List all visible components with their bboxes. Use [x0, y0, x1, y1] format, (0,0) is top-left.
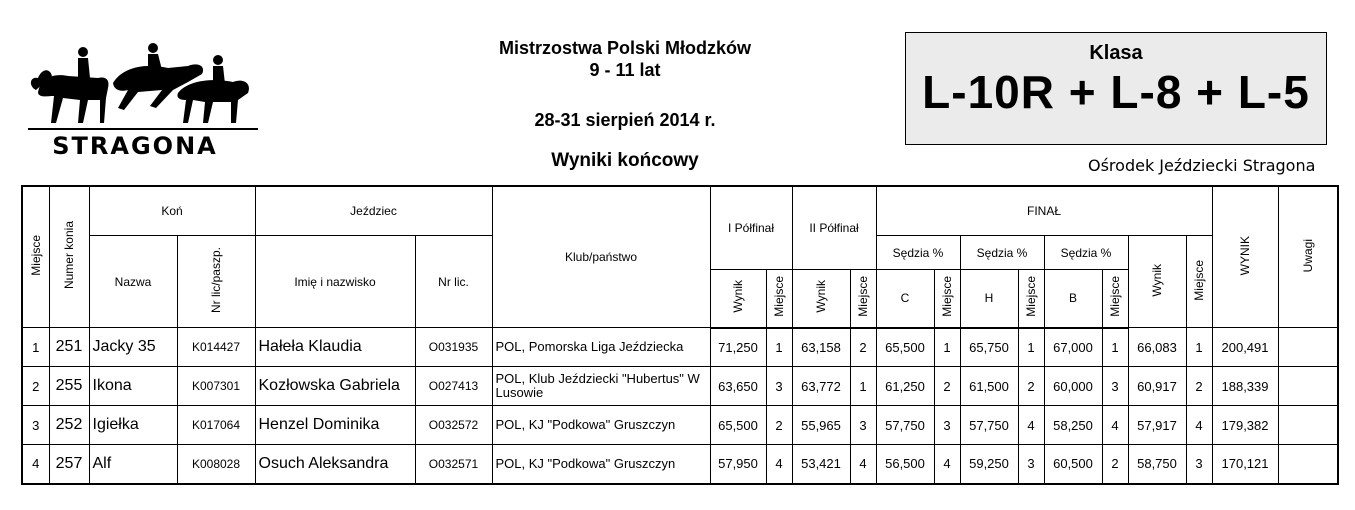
col-group-p2: II Półfinał	[792, 186, 876, 270]
col-wynik-total: WYNIK	[1212, 186, 1278, 328]
col-sedzia-b: Sędzia %	[1044, 236, 1128, 270]
cell-b-pct: 60,500	[1044, 445, 1102, 484]
cell-rider: Hałeła Klaudia	[255, 328, 415, 367]
cell-rider-lic: O027413	[415, 367, 492, 406]
cell-num: 257	[49, 445, 89, 484]
cell-h-place: 3	[1018, 445, 1044, 484]
cell-p1-place: 2	[766, 406, 792, 445]
cell-total: 170,121	[1212, 445, 1278, 484]
cell-p2-score: 53,421	[792, 445, 850, 484]
col-p1-miejsce: Miejsce	[766, 270, 792, 328]
cell-club: POL, Pomorska Liga Jeździecka	[492, 328, 710, 367]
cell-c-pct: 65,500	[876, 328, 934, 367]
cell-horse: Igiełka	[89, 406, 177, 445]
cell-h-place: 2	[1018, 367, 1044, 406]
cell-final-place: 3	[1186, 445, 1212, 484]
cell-total: 188,339	[1212, 367, 1278, 406]
cell-horse-lic: K014427	[177, 328, 255, 367]
cell-c-place: 4	[934, 445, 960, 484]
cell-rider-lic: O031935	[415, 328, 492, 367]
col-miejsce: Miejsce	[22, 186, 49, 328]
col-sedzia-h: Sędzia %	[960, 236, 1044, 270]
competition-title: Mistrzostwa Polski Młodzków	[498, 38, 752, 58]
cell-rider-lic: O032571	[415, 445, 492, 484]
table-row	[22, 406, 1338, 445]
cell-num: 255	[49, 367, 89, 406]
cell-notes	[1278, 406, 1338, 445]
cell-club: POL, Klub Jeździecki "Hubertus" W Lusowie	[492, 367, 710, 406]
col-c: C	[876, 270, 934, 328]
cell-place: 4	[22, 445, 49, 484]
organizer-name: Ośrodek Jeździecki Stragona	[1088, 156, 1316, 175]
cell-c-place: 3	[934, 406, 960, 445]
cell-h-pct: 57,750	[960, 406, 1018, 445]
cell-c-pct: 61,250	[876, 367, 934, 406]
cell-final-score: 58,750	[1128, 445, 1186, 484]
col-group-kon: Koń	[89, 186, 255, 236]
cell-p1-score: 57,950	[710, 445, 766, 484]
cell-final-place: 2	[1186, 367, 1212, 406]
cell-h-pct: 59,250	[960, 445, 1018, 484]
col-klub: Klub/państwo	[492, 186, 710, 328]
cell-club: POL, KJ "Podkowa" Gruszczyn	[492, 445, 710, 484]
cell-rider-lic: O032572	[415, 406, 492, 445]
class-value: L-10R + L-8 + L-5	[922, 66, 1310, 118]
cell-place: 1	[22, 328, 49, 367]
cell-horse-lic: K007301	[177, 367, 255, 406]
cell-p2-place: 3	[850, 406, 876, 445]
cell-b-place: 3	[1102, 367, 1128, 406]
table-row	[22, 445, 1338, 484]
cell-h-place: 4	[1018, 406, 1044, 445]
cell-notes	[1278, 445, 1338, 484]
col-b: B	[1044, 270, 1102, 328]
col-nr-lic-paszp: Nr lic/paszp.	[177, 236, 255, 328]
event-date: 28-31 sierpień 2014 r.	[534, 110, 716, 130]
cell-final-place: 4	[1186, 406, 1212, 445]
table-row	[22, 328, 1338, 367]
cell-num: 251	[49, 328, 89, 367]
cell-p1-score: 65,500	[710, 406, 766, 445]
col-group-p1: I Półfinał	[710, 186, 792, 270]
cell-b-pct: 60,000	[1044, 367, 1102, 406]
cell-p2-score: 55,965	[792, 406, 850, 445]
class-box	[905, 32, 1327, 145]
cell-c-pct: 56,500	[876, 445, 934, 484]
cell-p1-place: 1	[766, 328, 792, 367]
cell-p2-place: 1	[850, 367, 876, 406]
col-nazwa: Nazwa	[89, 236, 177, 328]
cell-c-place: 2	[934, 367, 960, 406]
cell-b-place: 4	[1102, 406, 1128, 445]
col-final-miejsce: Miejsce	[1186, 236, 1212, 328]
cell-p1-score: 71,250	[710, 328, 766, 367]
age-group: 9 - 11 lat	[589, 60, 661, 80]
cell-club: POL, KJ "Podkowa" Gruszczyn	[492, 406, 710, 445]
col-uwagi: Uwagi	[1278, 186, 1338, 328]
col-group-final: FINAŁ	[876, 186, 1212, 236]
col-group-jezdziec: Jeździec	[255, 186, 492, 236]
logo-text: STRAGONA	[52, 132, 218, 160]
col-b-miejsce: Miejsce	[1102, 270, 1128, 328]
col-c-miejsce: Miejsce	[934, 270, 960, 328]
cell-horse: Alf	[89, 445, 177, 484]
cell-c-place: 1	[934, 328, 960, 367]
cell-notes	[1278, 367, 1338, 406]
cell-p1-place: 4	[766, 445, 792, 484]
col-nr-lic: Nr lic.	[415, 236, 492, 328]
col-final-wynik: Wynik	[1128, 236, 1186, 328]
cell-final-score: 66,083	[1128, 328, 1186, 367]
cell-place: 2	[22, 367, 49, 406]
col-sedzia-c: Sędzia %	[876, 236, 960, 270]
cell-horse-lic: K017064	[177, 406, 255, 445]
col-p2-miejsce: Miejsce	[850, 270, 876, 328]
cell-p2-score: 63,158	[792, 328, 850, 367]
cell-notes	[1278, 328, 1338, 367]
cell-h-pct: 61,500	[960, 367, 1018, 406]
cell-p2-place: 4	[850, 445, 876, 484]
cell-p2-score: 63,772	[792, 367, 850, 406]
cell-total: 200,491	[1212, 328, 1278, 367]
cell-h-place: 1	[1018, 328, 1044, 367]
cell-horse-lic: K008028	[177, 445, 255, 484]
cell-p1-score: 63,650	[710, 367, 766, 406]
cell-horse: Jacky 35	[89, 328, 177, 367]
col-p1-wynik: Wynik	[710, 270, 766, 328]
cell-b-pct: 58,250	[1044, 406, 1102, 445]
cell-b-place: 1	[1102, 328, 1128, 367]
cell-total: 179,382	[1212, 406, 1278, 445]
col-numer-konia: Numer konia	[49, 186, 89, 328]
cell-horse: Ikona	[89, 367, 177, 406]
cell-rider: Kozłowska Gabriela	[255, 367, 415, 406]
cell-p1-place: 3	[766, 367, 792, 406]
results-table	[21, 185, 1339, 485]
cell-place: 3	[22, 406, 49, 445]
col-imie: Imię i nazwisko	[255, 236, 415, 328]
cell-rider: Osuch Aleksandra	[255, 445, 415, 484]
page-subtitle: Wyniki końcowy	[551, 150, 699, 171]
cell-h-pct: 65,750	[960, 328, 1018, 367]
col-p2-wynik: Wynik	[792, 270, 850, 328]
cell-c-pct: 57,750	[876, 406, 934, 445]
cell-rider: Henzel Dominika	[255, 406, 415, 445]
col-h: H	[960, 270, 1018, 328]
table-row	[22, 367, 1338, 406]
cell-b-place: 2	[1102, 445, 1128, 484]
class-label: Klasa	[1089, 42, 1143, 64]
cell-b-pct: 67,000	[1044, 328, 1102, 367]
cell-final-score: 60,917	[1128, 367, 1186, 406]
cell-num: 252	[49, 406, 89, 445]
col-h-miejsce: Miejsce	[1018, 270, 1044, 328]
cell-final-score: 57,917	[1128, 406, 1186, 445]
cell-p2-place: 2	[850, 328, 876, 367]
cell-final-place: 1	[1186, 328, 1212, 367]
